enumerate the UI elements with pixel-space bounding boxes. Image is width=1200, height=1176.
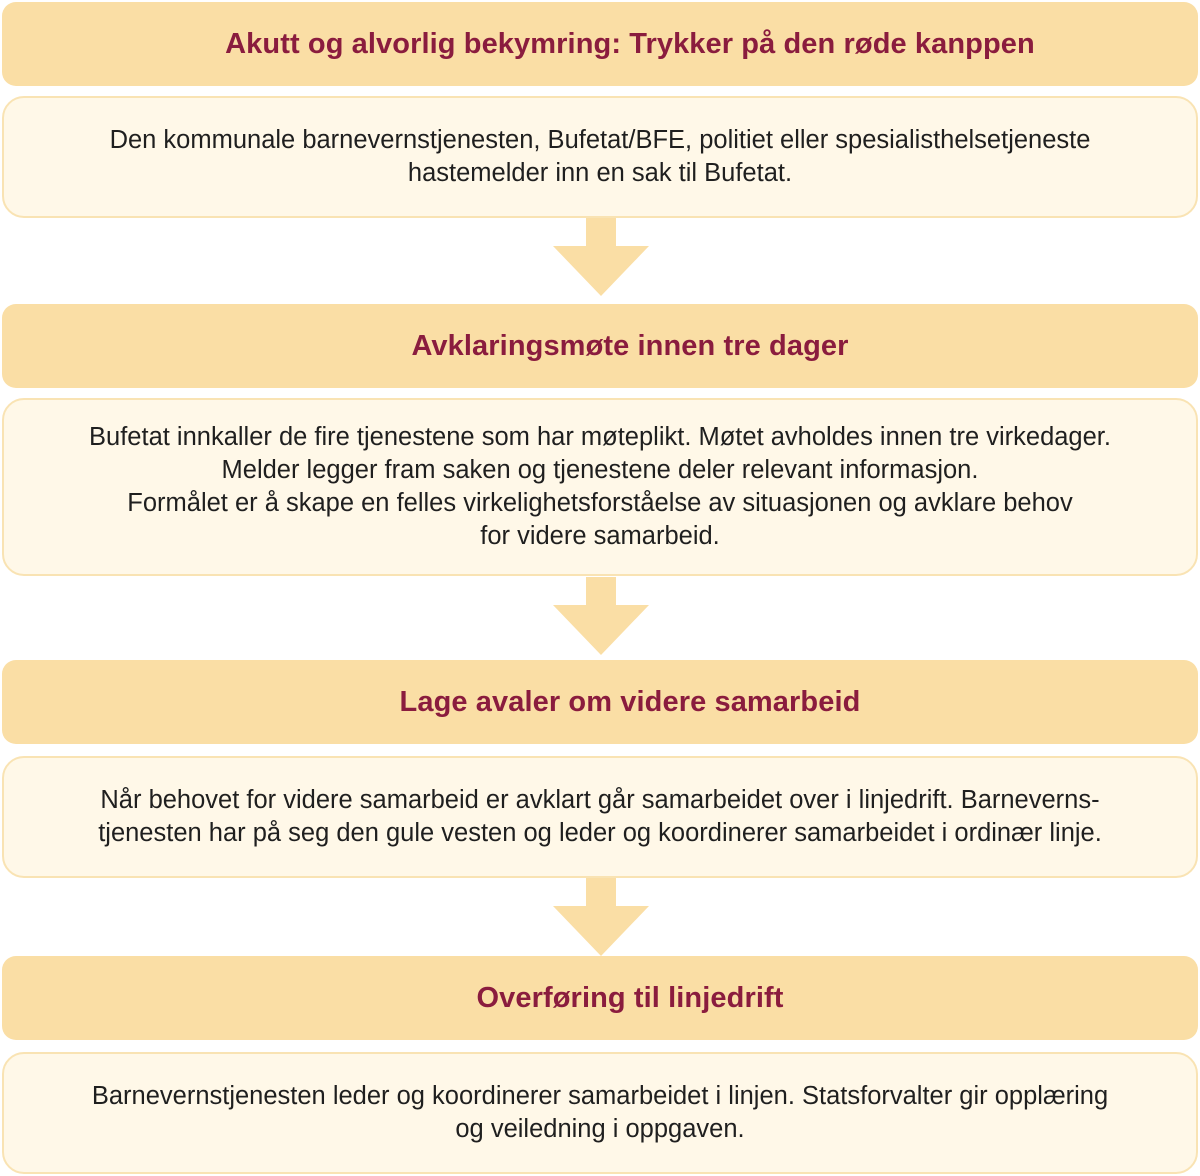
step-4-title: Overføring til linjedrift — [476, 981, 784, 1014]
step-4-header — [2, 956, 1198, 1040]
step-1-title: Akutt og alvorlig bekymring: Trykker på den røde kanppen — [225, 27, 1035, 60]
down-arrow-icon — [553, 218, 649, 298]
step-3-description-box — [2, 756, 1198, 878]
step-1-description-box — [2, 96, 1198, 218]
step-3-line: tjenesten har på seg den gule vesten og leder og koordinerer samarbeidet i ordinær linje. — [98, 819, 1102, 847]
step-3-title: Lage avaler om videre samarbeid — [399, 685, 861, 718]
step-3-header — [2, 660, 1198, 744]
step-4-line: og veiledning i oppgaven. — [455, 1115, 745, 1143]
step-2-header — [2, 304, 1198, 388]
step-2-description-box — [2, 398, 1198, 576]
step-4-line: Barnevernstjenesten leder og koordinerer samarbeidet i linjen. Statsforvalter gir opplæring — [91, 1082, 1109, 1110]
step-4-description-box — [2, 1052, 1198, 1174]
step-1-line: hastemelder inn en sak til Bufetat. — [407, 159, 793, 187]
down-arrow-icon — [553, 878, 649, 958]
step-2-title: Avklaringsmøte innen tre dager — [411, 329, 849, 362]
step-3-line: Når behovet for videre samarbeid er avklart går samarbeidet over i linjedrift. Barneverns- — [100, 786, 1100, 814]
down-arrow-icon — [553, 577, 649, 657]
step-1-line: Den kommunale barnevernstjenesten, Bufetat/BFE, politiet eller spesialisthelsetjeneste — [109, 126, 1091, 154]
step-2-line: Bufetat innkaller de fire tjenestene som har møteplikt. Møtet avholdes innen tre virkedager. — [89, 423, 1111, 451]
step-1-header — [2, 2, 1198, 86]
step-2-line: for videre samarbeid. — [480, 522, 720, 550]
step-2-line: Formålet er å skape en felles virkelighetsforståelse av situasjonen og avklare behov — [127, 489, 1073, 517]
step-2-line: Melder legger fram saken og tjenestene deler relevant informasjon. — [221, 456, 979, 484]
